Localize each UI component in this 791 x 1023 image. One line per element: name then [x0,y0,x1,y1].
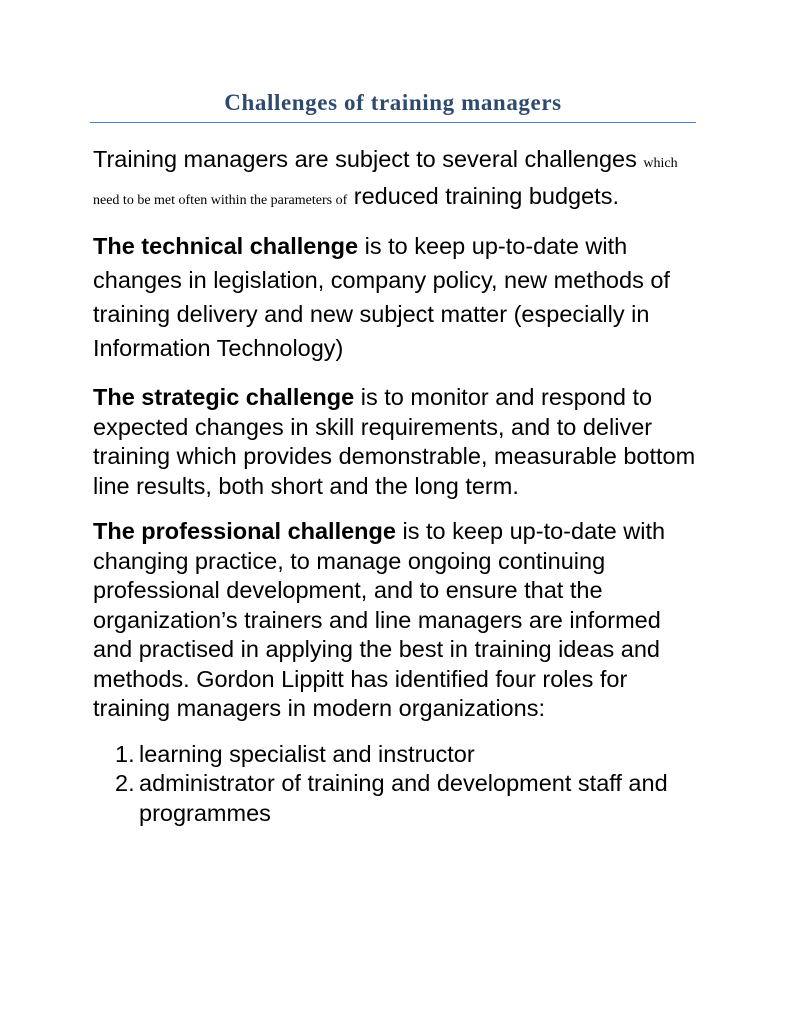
technical-challenge-paragraph [93,229,703,365]
list-item-number: 1. [115,740,135,767]
intro-text-1: Training managers are subject to several challenges [93,146,637,172]
document-page [93,90,703,828]
intro-text-2: reduced training budgets. [353,183,619,209]
intro-paragraph [93,143,703,217]
list-item [93,740,703,770]
list-item-number: 2. [115,770,135,796]
list-item [93,769,703,828]
strategic-challenge-paragraph [93,383,703,501]
list-item-text: administrator of training and development staff and programmes [139,770,668,826]
professional-challenge-paragraph [93,517,703,724]
technical-challenge-text: is to keep up-to-date with changes in legislation, company policy, new methods of training delivery and new subject matter (especially in Information Technology) [93,233,670,361]
intro-text-small: which need to be met often within the parameters of [93,156,678,208]
strategic-challenge-text: is to monitor and respond to expected changes in skill requirements, and to deliver training which provides demonstrable, measurable bottom line results, both short and the long term. [93,384,696,499]
list-item-text: learning specialist and instructor [139,740,475,767]
technical-challenge-heading: The technical challenge [93,233,359,259]
professional-challenge-text: is to keep up-to-date with changing practice, to manage ongoing continuing professional development, and to ensure that the organization’s trainers and line managers are informed and practised in applying the best in training ideas and methods. Gordon Lippitt has identified four roles for training managers in modern organizations: [93,518,666,721]
professional-challenge-heading: The professional challenge [93,518,396,544]
page-title: Challenges of training managers [90,90,696,123]
strategic-challenge-heading: The strategic challenge [93,384,355,410]
roles-list [93,740,703,829]
